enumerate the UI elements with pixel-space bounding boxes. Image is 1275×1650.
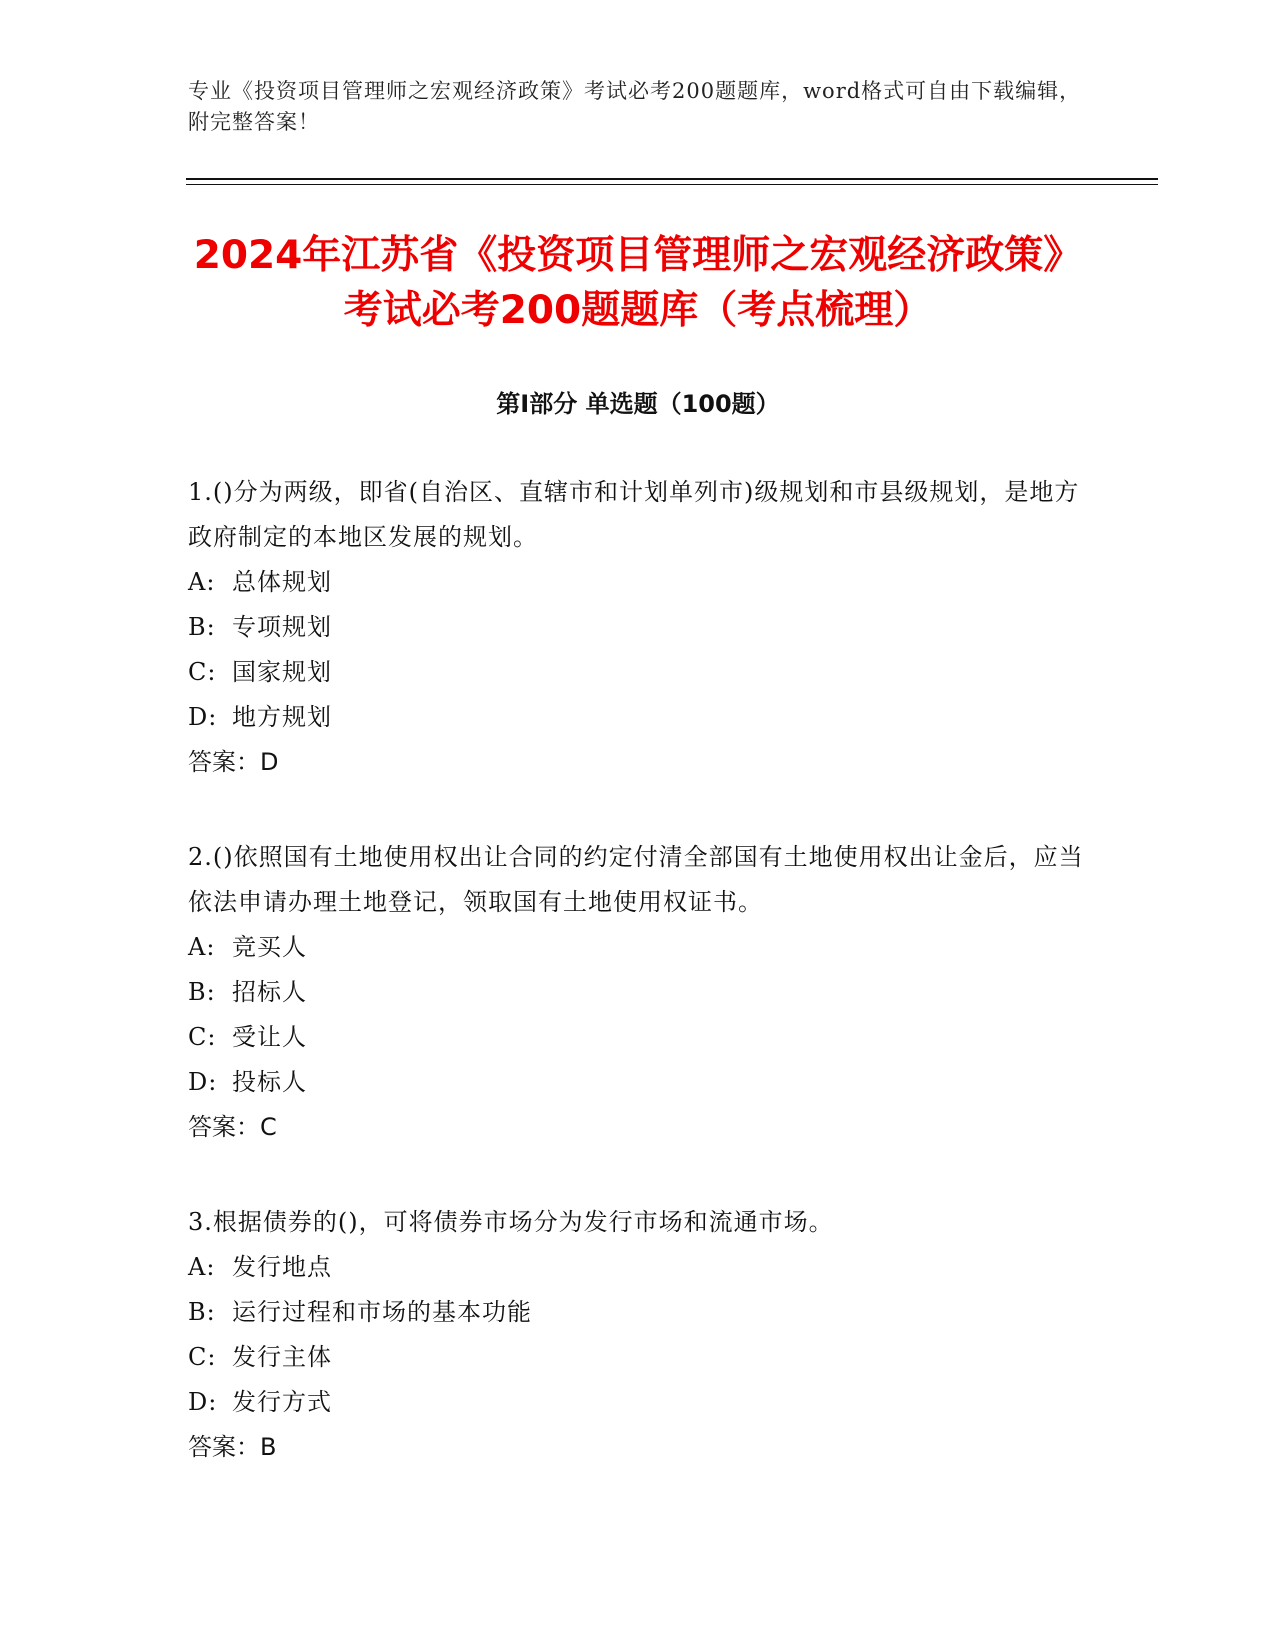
question-stem: 3.根据债券的()，可将债券市场分为发行市场和流通市场。	[188, 1208, 834, 1236]
answer: 答案：B	[188, 1433, 277, 1461]
option-letter: C:	[188, 658, 217, 686]
option-letter: A:	[188, 568, 216, 596]
option-d	[188, 695, 1088, 740]
option-letter: A:	[188, 1253, 216, 1281]
option-letter: B:	[188, 1298, 216, 1326]
option-letter: D:	[188, 703, 218, 731]
option-text: 运行过程和市场的基本功能	[232, 1298, 532, 1326]
question-3	[188, 1200, 1088, 1470]
option-letter: A:	[188, 933, 216, 961]
option-letter: B:	[188, 613, 216, 641]
option-letter: D:	[188, 1388, 218, 1416]
option-text: 投标人	[232, 1068, 307, 1096]
option-text: 地方规划	[232, 703, 332, 731]
question-2	[188, 835, 1088, 1150]
option-text: 总体规划	[232, 568, 332, 596]
option-c	[188, 650, 1088, 695]
option-letter: C:	[188, 1343, 217, 1371]
option-letter: D:	[188, 1068, 218, 1096]
option-text: 发行地点	[232, 1253, 332, 1281]
option-letter: B:	[188, 978, 216, 1006]
section-title: 第Ⅰ部分 单选题（100题）	[496, 390, 780, 418]
answer: 答案：C	[188, 1113, 277, 1141]
option-a	[188, 560, 1088, 605]
answer: 答案：D	[188, 748, 279, 776]
option-text: 发行主体	[232, 1343, 332, 1371]
option-d	[188, 1380, 1088, 1425]
option-b	[188, 970, 1088, 1015]
option-d	[188, 1060, 1088, 1105]
question-stem: 2.()依照国有土地使用权出让合同的约定付清全部国有土地使用权出让金后，应当依法申请办理土地登记，领取国有土地使用权证书。	[188, 843, 1084, 916]
header-note: 专业《投资项目管理师之宏观经济政策》考试必考200题题库，word格式可自由下载编辑，附完整答案！	[188, 79, 1082, 134]
option-c	[188, 1015, 1088, 1060]
header-rule-thick	[186, 178, 1158, 180]
option-text: 竞买人	[232, 933, 307, 961]
option-text: 专项规划	[232, 613, 332, 641]
option-letter: C:	[188, 1023, 217, 1051]
question-stem: 1.()分为两级，即省(自治区、直辖市和计划单列市)级规划和市县级规划，是地方政府制定的本地区发展的规划。	[188, 478, 1080, 551]
option-text: 受让人	[232, 1023, 307, 1051]
option-a	[188, 1245, 1088, 1290]
header-rule-thin	[186, 184, 1158, 185]
option-text: 发行方式	[232, 1388, 332, 1416]
option-a	[188, 925, 1088, 970]
option-text: 招标人	[232, 978, 307, 1006]
option-b	[188, 605, 1088, 650]
option-c	[188, 1335, 1088, 1380]
option-text: 国家规划	[232, 658, 332, 686]
document-title: 2024年江苏省《投资项目管理师之宏观经济政策》考试必考200题题库（考点梳理）	[193, 233, 1083, 333]
question-1	[188, 470, 1088, 785]
option-b	[188, 1290, 1088, 1335]
